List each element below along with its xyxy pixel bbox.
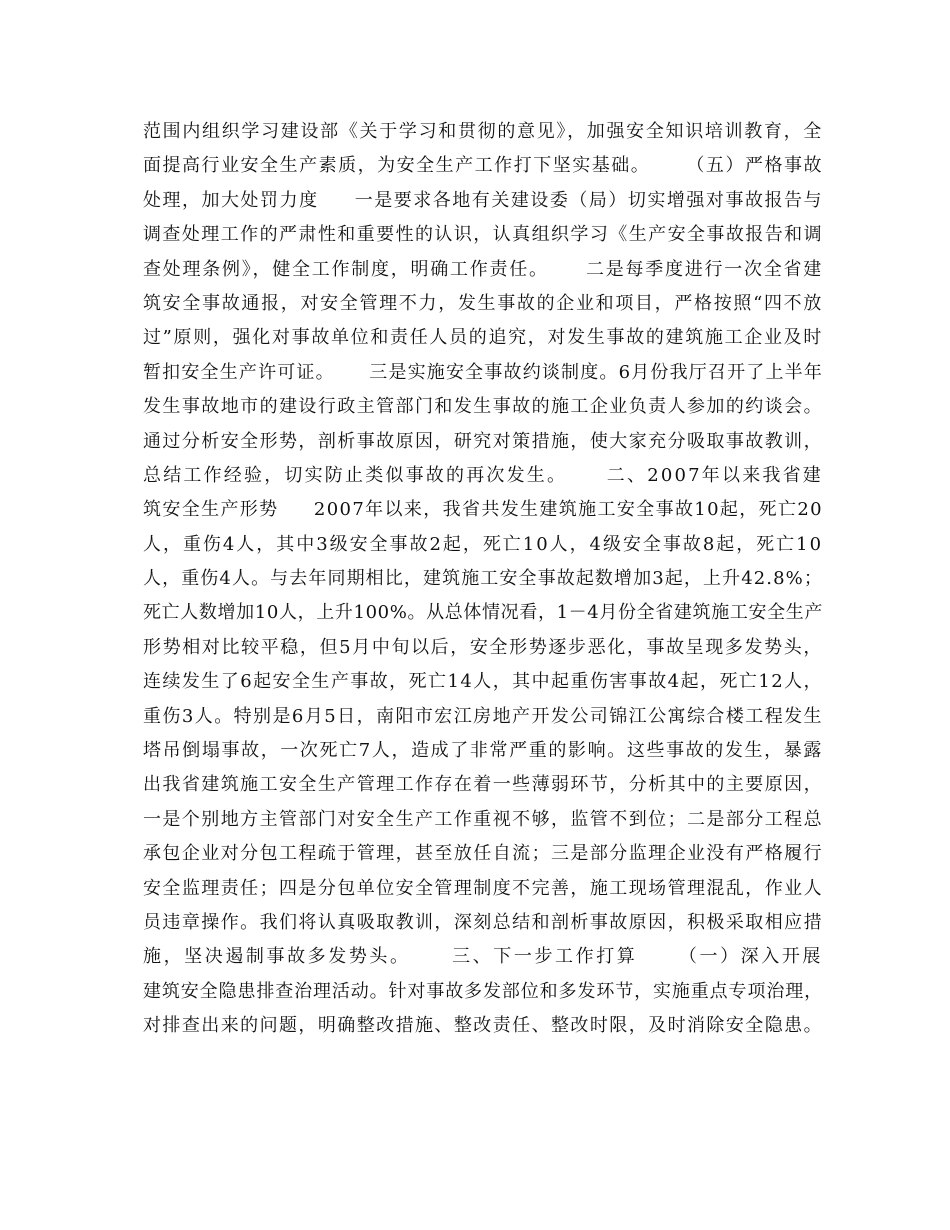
text-line: 范围内组织学习建设部《关于学习和贯彻的意见》，加强安全知识培训教育，全 xyxy=(143,121,823,142)
text-line: 过”原则，强化对事故单位和责任人员的追究，对发生事故的建筑施工企业及时 xyxy=(143,327,823,349)
text-line: 查处理条例》，健全工作制度，明确工作责任。 二是每季度进行一次全省建 xyxy=(143,258,823,280)
text-line: 筑安全生产形势 2007年以来，我省共发生建筑施工安全事故10起，死亡20 xyxy=(143,499,823,521)
text-line: 施，坚决遏制事故多发势头。 三、下一步工作打算 （一）深入开展 xyxy=(143,946,823,968)
body-text xyxy=(143,115,823,1044)
text-line: 人，重伤4人。与去年同期相比，建筑施工安全事故起数增加3起，上升42.8%； xyxy=(143,568,823,590)
text-line: 调查处理工作的严肃性和重要性的认识，认真组织学习《生产安全事故报告和调 xyxy=(143,224,823,246)
text-line: 连续发生了6起安全生产事故，死亡14人，其中起重伤害事故4起，死亡12人， xyxy=(143,671,823,693)
text-line: 员违章操作。我们将认真吸取教训，深刻总结和剖析事故原因，积极采取相应措 xyxy=(143,911,823,933)
text-line: 重伤3人。特别是6月5日，南阳市宏江房地产开发公司锦江公寓综合楼工程发生 xyxy=(143,705,823,727)
text-line: 筑安全事故通报，对安全管理不力，发生事故的企业和项目，严格按照“四不放 xyxy=(143,292,823,314)
text-line: 通过分析安全形势，剖析事故原因，研究对策措施，使大家充分吸取事故教训， xyxy=(143,430,823,452)
text-line: 塔吊倒塌事故，一次死亡7人，造成了非常严重的影响。这些事故的发生，暴露 xyxy=(143,740,823,762)
text-line: 安全监理责任；四是分包单位安全管理制度不完善，施工现场管理混乱，作业人 xyxy=(143,877,823,899)
text-line: 出我省建筑施工安全生产管理工作存在着一些薄弱环节，分析其中的主要原因， xyxy=(143,774,823,796)
text-line: 承包企业对分包工程疏于管理，甚至放任自流；三是部分监理企业没有严格履行 xyxy=(143,843,823,865)
text-line: 处理，加大处罚力度 一是要求各地有关建设委（局）切实增强对事故报告与 xyxy=(143,189,823,211)
text-line: 暂扣安全生产许可证。 三是实施安全事故约谈制度。6月份我厅召开了上半年 xyxy=(143,361,823,383)
text-line: 人，重伤4人，其中3级安全事故2起，死亡10人，4级安全事故8起，死亡10 xyxy=(143,533,823,555)
text-line: 一是个别地方主管部门对安全生产工作重视不够，监管不到位；二是部分工程总 xyxy=(143,808,823,830)
text-line: 建筑安全隐患排查治理活动。针对事故多发部位和多发环节，实施重点专项治理， xyxy=(143,980,823,1002)
text-line: 总结工作经验，切实防止类似事故的再次发生。 二、2007年以来我省建 xyxy=(143,464,823,486)
text-line: 对排查出来的问题，明确整改措施、整改责任、整改时限，及时消除安全隐患。 xyxy=(143,1015,823,1037)
text-line: 发生事故地市的建设行政主管部门和发生事故的施工企业负责人参加的约谈会。 xyxy=(143,396,823,418)
text-line: 形势相对比较平稳，但5月中旬以后，安全形势逐步恶化，事故呈现多发势头， xyxy=(143,636,823,658)
text-line: 面提高行业安全生产素质，为安全生产工作打下坚实基础。 （五）严格事故 xyxy=(143,155,823,177)
text-line: 死亡人数增加10人，上升100%。从总体情况看，1－4月份全省建筑施工安全生产 xyxy=(143,602,823,624)
